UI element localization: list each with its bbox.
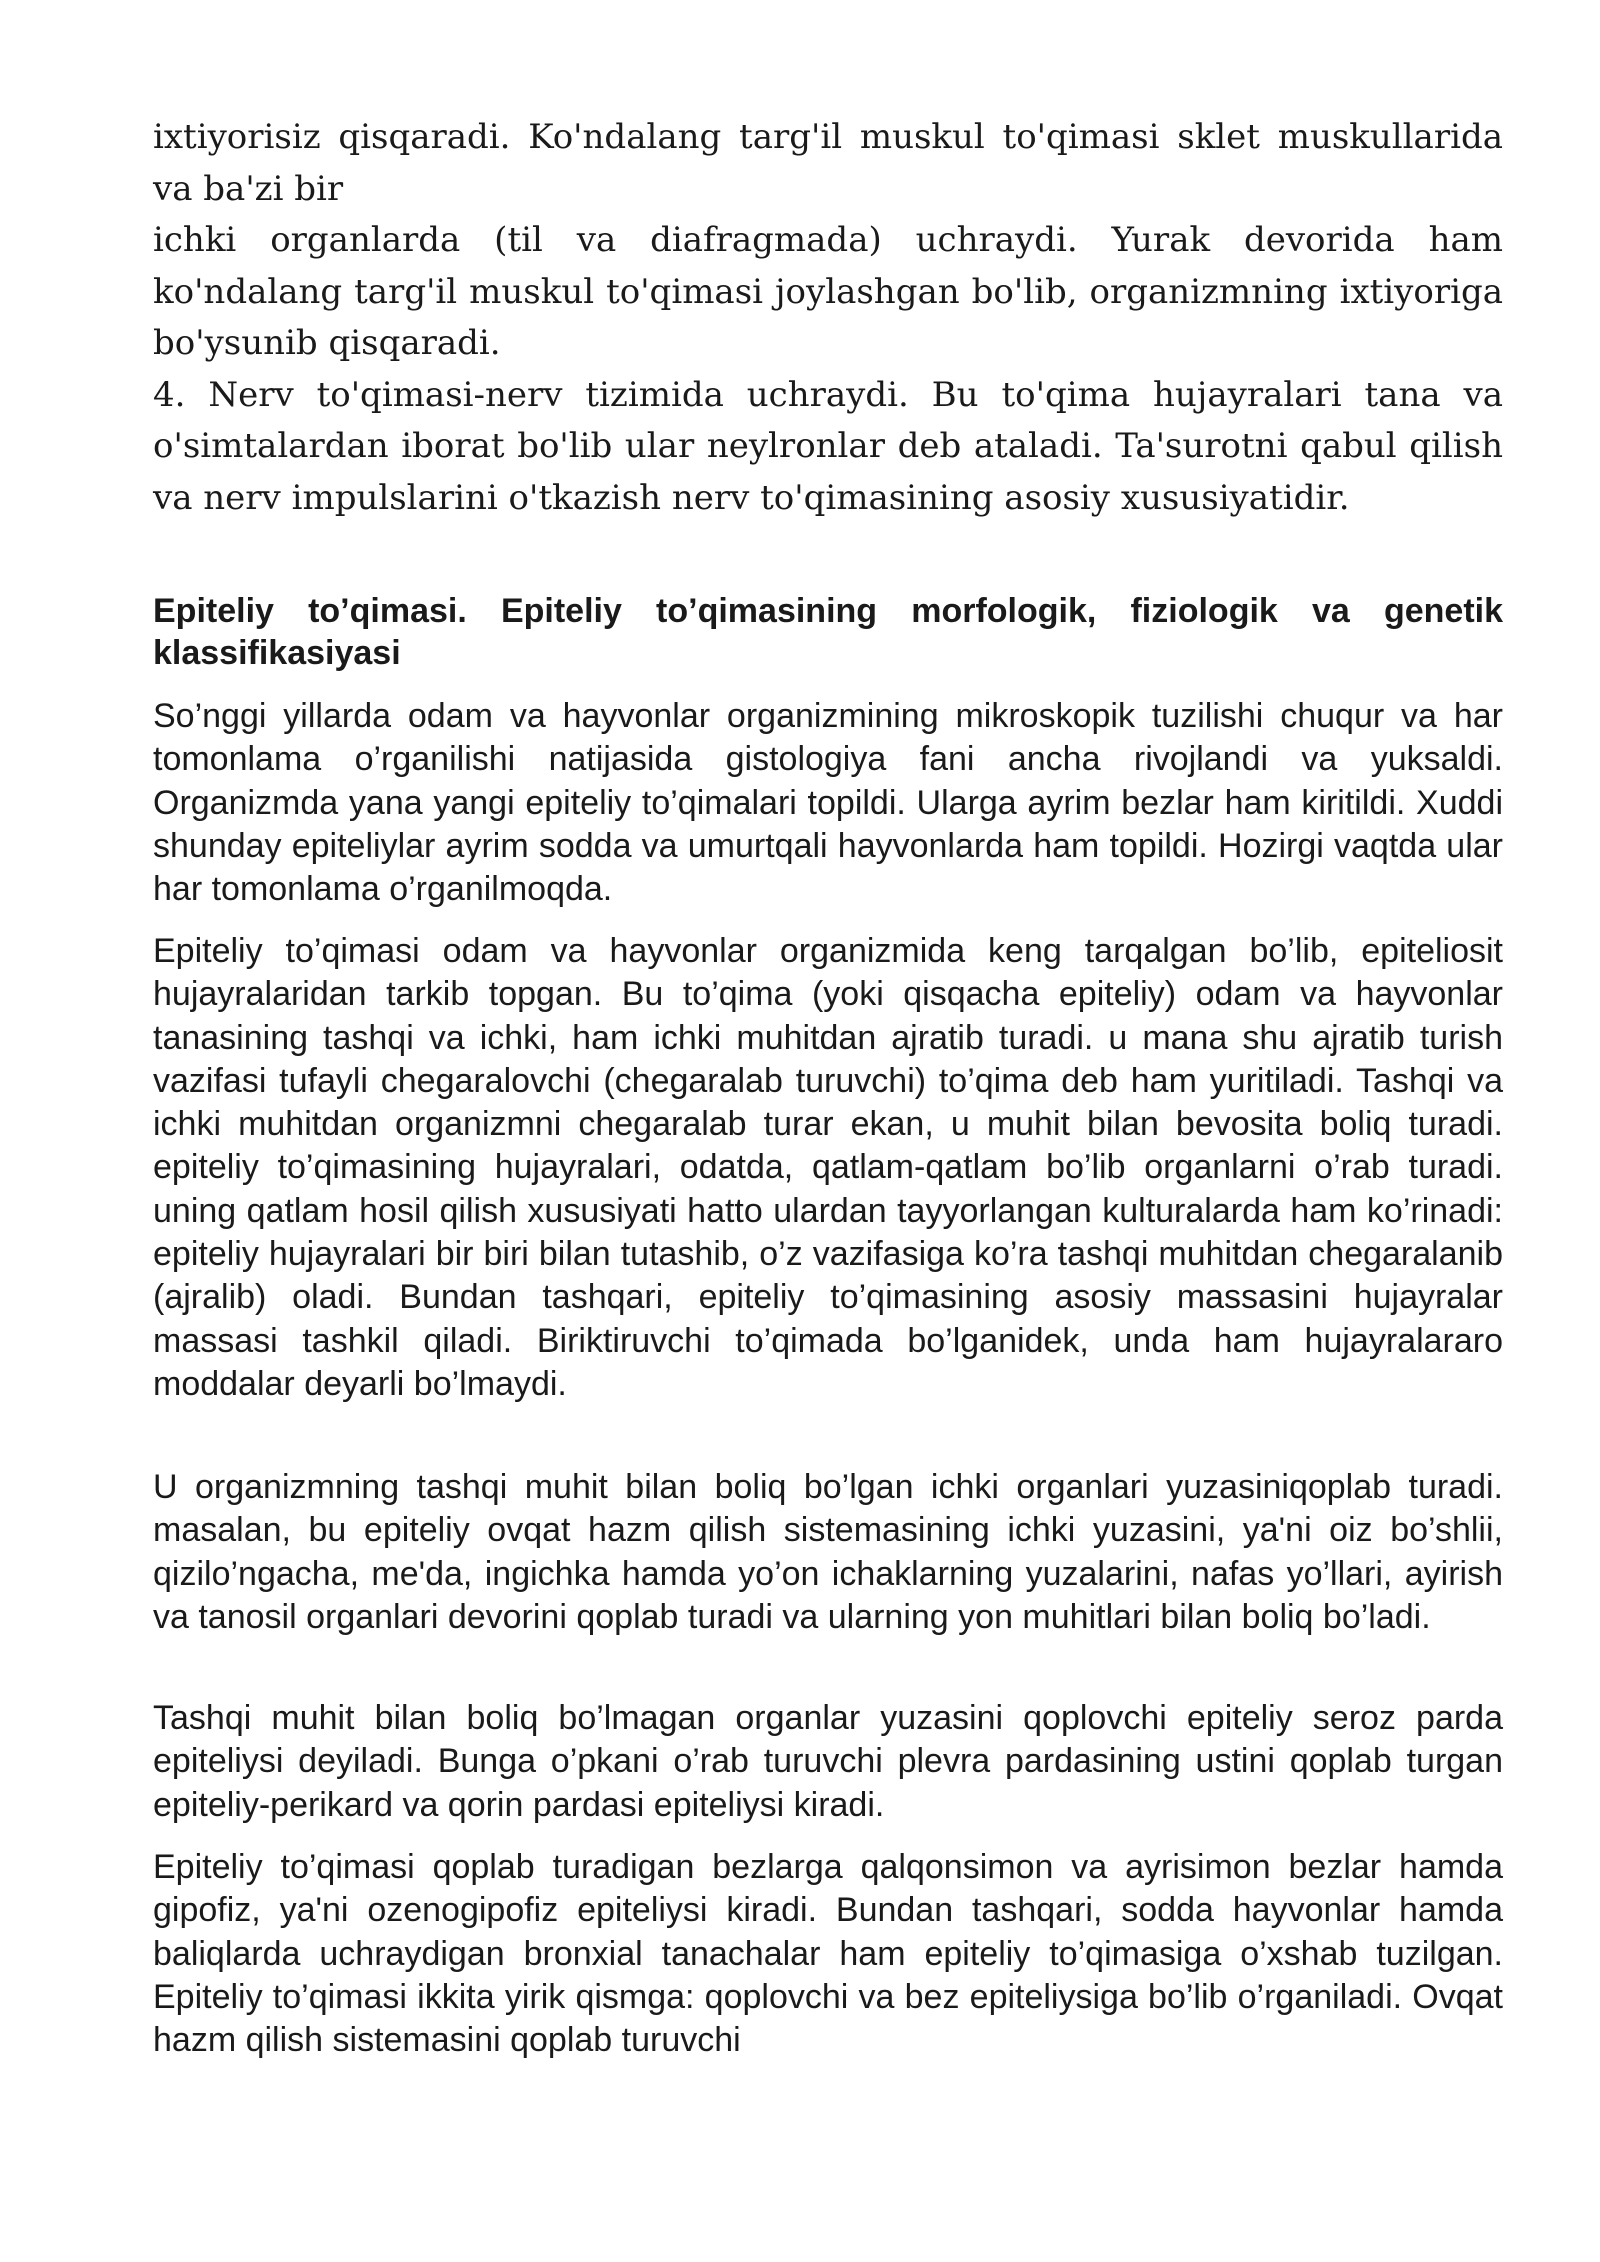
text-line: ixtiyorisiz qisqaradi. Ko'ndalang targ'il muskul to'qimasi sklet muskullarida [153, 117, 1503, 157]
top-text-block [153, 112, 1503, 524]
body-paragraph: Epiteliy to’qimasi odam va hayvonlar organizmida keng tarqalgan bo’lib, epiteliosit hujayralaridan tarkib topgan. Bu to’qima (yoki qisqacha epiteliy) odam va hayvonlar tanasining tashqi va ichki, ham ichki muhitdan ajratib turadi. u mana shu ajratib turish vazifasi tufayli chegaralovchi (chegaralab turuvchi) to’qima deb ham yuritiladi. Tashqi va ichki muhitdan organizmni chegaralab turar ekan, u muhit bilan bevosita boliq turadi. epiteliy to’qimasining hujayralari, odatda, qatlam-qatlam bo’lib organlarni o’rab turadi. uning qatlam hosil qilish xususiyati hatto ulardan tayyorlangan kulturalarda ham ko’rinadi: epiteliy hujayralari bir biri bilan tutashib, o’z vazifasiga ko’ra tashqi muhitdan chegaralanib (ajralib) oladi. Bundan tashqari, epiteliy to’qimasining asosiy massasini hujayralar massasi tashkil qiladi. Biriktiruvchi to’qimada bo’lganidek, unda ham hujayralararo moddalar deyarli bo’lmaydi. [153, 932, 1503, 1403]
body-paragraph: Tashqi muhit bilan boliq bo’lmagan organlar yuzasini qoplovchi epiteliy seroz parda epiteliysi deyiladi. Bunga o’pkani o’rab turuvchi plevra pardasining ustini qoplab turgan epiteliy-perikard va qorin pardasi epiteliysi kiradi. [153, 1699, 1503, 1824]
body-paragraph: So’nggi yillarda odam va hayvonlar organizmining mikroskopik tuzilishi chuqur va har tomonlama o’rganilishi natijasida gistologiya fani ancha rivojlandi va yuksaldi. Organizmda yana yangi epiteliy to’qimalari topildi. Ularga ayrim bezlar ham kiritildi. Xuddi shunday epiteliylar ayrim sodda va umurtqali hayvonlarda ham topildi. Hozirgi vaqtda ular har tomonlama o’rganilmoqda. [153, 697, 1503, 909]
text-line: va ba'zi bir [153, 168, 344, 209]
section-heading: Epiteliy to’qimasi. Epiteliy to’qimasining morfologik, fiziologik va genetik klassifikasiyasi [153, 592, 1503, 672]
paragraph-text: ichki organlarda (til va diafragmada) uchraydi. Yurak devorida ham ko'ndalang targ'il muskul to'qimasi joylashgan bo'lib, organizmning ixtiyoriga bo'ysunib qisqaradi. [153, 220, 1503, 363]
body-paragraph: U organizmning tashqi muhit bilan boliq bo’lgan ichki organlari yuzasiniqoplab turadi. masalan, bu epiteliy ovqat hazm qilish sistemasining ichki yuzasini, ya'ni oiz bo’shlii, qizilo’ngacha, me'da, ingichka hamda yo’on ichaklarning yuzalarini, nafas yo’llari, ayirish va tanosil organlari devorini qoplab turadi va ularning yon muhitlari bilan boliq bo’ladi. [153, 1468, 1503, 1636]
continued-paragraph [153, 112, 1503, 370]
nerve-tissue-paragraph: 4. Nerv to'qimasi-nerv tizimida uchraydi. Bu to'qima hujayralari tana va o'simtalardan iborat bo'lib ular neylronlar deb ataladi. Ta'surotni qabul qilish va nerv impulslarini o'tkazish nerv to'qimasining asosiy xususiyatidir. [153, 374, 1503, 518]
body-paragraph: Epiteliy to’qimasi qoplab turadigan bezlarga qalqonsimon va ayrisimon bezlar hamda gipofiz, ya'ni ozenogipofiz epiteliysi kiradi. Bundan tashqari, sodda hayvonlar hamda baliqlarda uchraydigan bronxial tanachalar ham epiteliy to’qimasiga o’xshab tuzilgan. Epiteliy to’qimasi ikkita yirik qismga: qoplovchi va bez epiteliysiga bo’lib o’rganiladi. Ovqat hazm qilish sistemasini qoplab turuvchi [153, 1848, 1503, 2060]
